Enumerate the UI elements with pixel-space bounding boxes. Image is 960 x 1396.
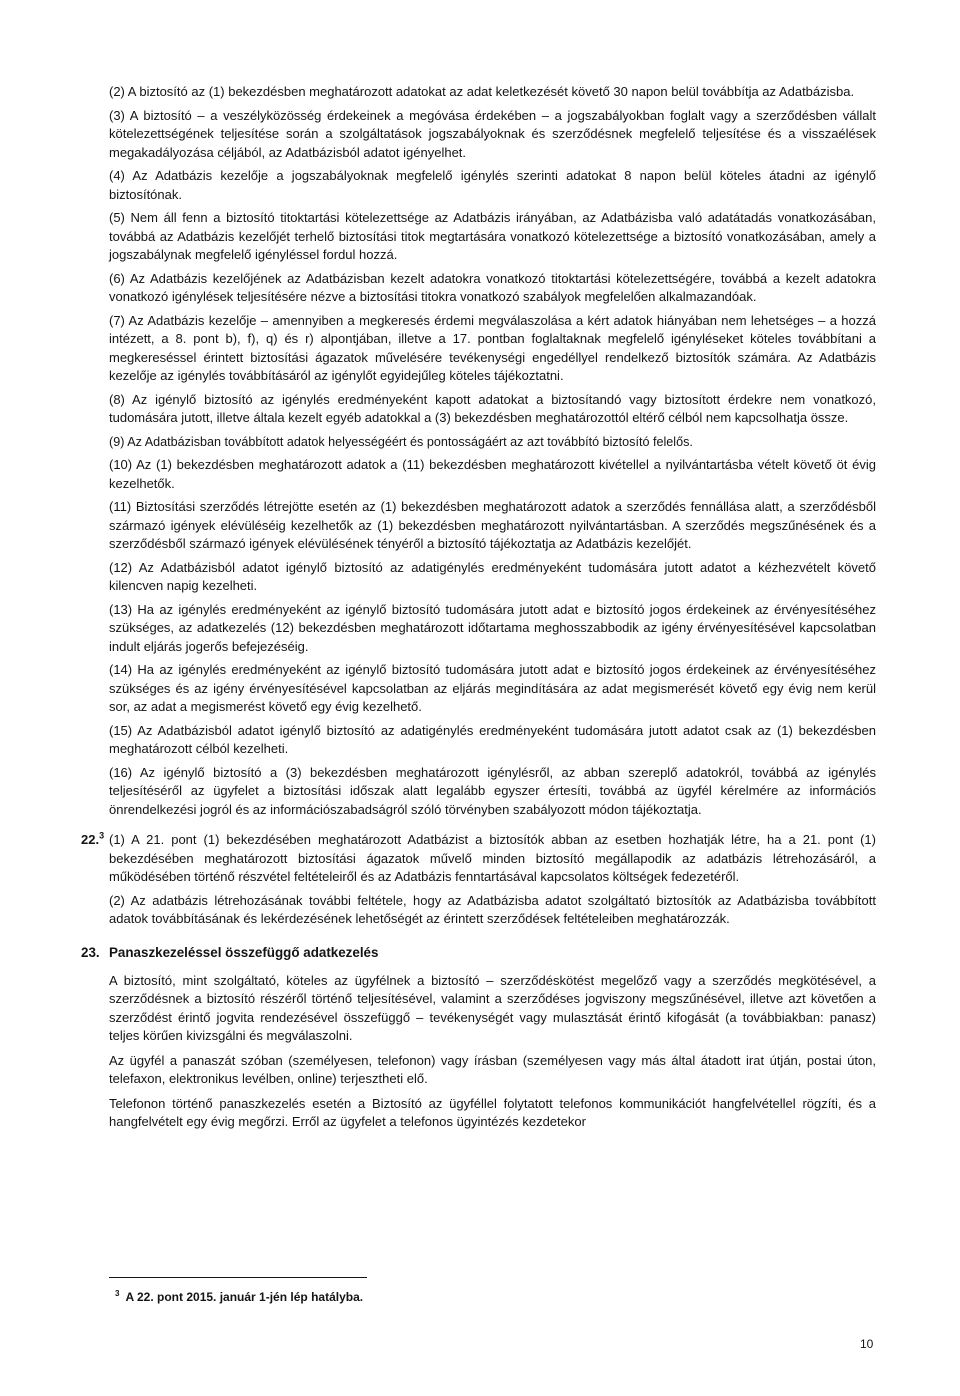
paragraph-2: (2) A biztosító az (1) bekezdésben meghatározott adatokat az adat keletkezését követő 30 napon belül továbbítja az Adatbázisba.	[109, 84, 855, 99]
section-23-heading	[81, 943, 876, 962]
section-22-paragraph-2: (2) Az adatbázis létrehozásának további feltétele, hogy az Adatbázisba adatot szolgáltató biztosítók az Adatbázisba továbbított adatok továbbításának és lekérdezésének lehetőségét az érintett szerződések feltételeiben meghatározzák.	[109, 892, 876, 926]
section-23-body	[109, 972, 876, 1132]
paragraph-9: (9) Az Adatbázisban továbbított adatok helyességéért és pontosságáért az azt továbbító biztosító felelős.	[109, 434, 693, 449]
paragraph-12: (12) Az Adatbázisból adatot igénylő biztosító az adatigénylés eredményeként tudomására jutott adatot a kézhezvételt követő kilencven napig kezelheti.	[109, 559, 876, 593]
section-23-paragraph-1: A biztosító, mint szolgáltató, köteles az ügyfélnek a biztosító – szerződéskötést megelőző vagy a szerződés megkötésével, a szerződésnek a biztosító részéről történő teljesítésével, valamint a szerződéses jogviszony megszűnésével, illetve azt követően a szerződést érintő jogvita rendezésével összefüggő – tevékenységét vagy mulasztását érintő kifogását (a továbbiakban: panasz) teljes körűen kivizsgálni és megválaszolni.	[109, 972, 876, 1043]
footnote-separator	[109, 1277, 367, 1278]
section-23-number: 23.	[81, 944, 100, 960]
section-23-title: Panaszkezeléssel összefüggő adatkezelés	[109, 944, 379, 960]
paragraph-3: (3) A biztosító – a veszélyközösség érdekeinek a megóvása érdekében – a jogszabályokban foglalt vagy a szerződésben vállalt kötelezettségének teljesítése során a szolgáltatások jogszabályoknak és szerződésnek megfelelő teljesítése és a visszaélések megakadályozása céljából, az Adatbázisból adatot igényelhet.	[109, 107, 876, 160]
section-23-paragraph-2: Az ügyfél a panaszát szóban (személyesen, telefonon) vagy írásban (személyesen vagy más által átadott irat útján, postai úton, telefaxon, elektronikus levélben, online) terjesztheti elő.	[109, 1052, 876, 1086]
paragraph-13: (13) Ha az igénylés eredményeként az igénylő biztosító tudomására jutott adat e biztosító jogos érdekeinek az érvényesítéséhez szükséges, az adatkezelés (12) bekezdésben meghatározott időtartama meghosszabbodik az igény érvényesítésével kapcsolatban indult eljárás jogerős befejezéséig.	[109, 601, 876, 654]
paragraph-16: (16) Az igénylő biztosító a (3) bekezdésben meghatározott igénylésről, az abban szereplő adatokról, továbbá az igénylés teljesítéséről az ügyfelet a biztosítási időszak alatt legalább egyszer értesíti, továbbá az ügyfél kérelmére az információs önrendelkezési jogról és az információszabadságról szóló törvényben szabályozott módon tájékoztatja.	[109, 764, 876, 817]
footnote-ref[interactable]: 3	[99, 830, 105, 841]
paragraph-8: (8) Az igénylő biztosító az igénylés eredményeként kapott adatokat a biztosítandó vagy biztosított érdekre nem vonatkozó, tudomására jutott, illetve általa kezelt egyéb adatokkal a (3) bekezdésben meghatározottól eltérő célból nem kapcsolhatja össze.	[109, 391, 876, 425]
paragraph-15: (15) Az Adatbázisból adatot igénylő biztosító az adatigénylés eredményeként tudomására jutott adatot csak az (1) bekezdésben meghatározott célból kezelheti.	[109, 722, 876, 756]
paragraph-7: (7) Az Adatbázis kezelője – amennyiben a megkeresés érdemi megválaszolása a kért adatok hiányában nem lehetséges – a hozzá intézett, a 8. pont b), f), q) és r) alpontjában, illetve a 17. pontban foglaltaknak megfelelő igényléseket köteles továbbítani a megkereséssel érintett biztosítási ágazatok művelésére tevékenységi engedéllyel rendelkező biztosítók számára. Az Adatbázis kezelője az igénylés továbbításáról az igénylőt egyidejűleg köteles tájékoztatni.	[109, 312, 876, 383]
paragraph-10: (10) Az (1) bekezdésben meghatározott adatok a (11) bekezdésben meghatározott kivétellel a nyilvántartásba vételt követő öt évig kezelhetők.	[109, 457, 876, 491]
footnote	[115, 1290, 363, 1304]
section-22-paragraph-1: (1) A 21. pont (1) bekezdésében meghatározott Adatbázist a biztosítók abban az esetben hozhatják létre, ha a 21. pont (1) bekezdésében meghatározott biztosítási ágazatok művelő minden biztosító megállapodik az adatbázis létrehozásáról, a működésében történő részvétel feltételeiről és az Adatbázis fenntartásával kapcsolatos költségek fedezetéről.	[109, 832, 876, 884]
document-page	[81, 83, 876, 1138]
footnote-text: A 22. pont 2015. január 1-jén lép hatályba.	[125, 1290, 364, 1304]
footnote-marker: 3	[115, 1289, 120, 1298]
paragraph-5: (5) Nem áll fenn a biztosító titoktartási kötelezettsége az Adatbázis irányában, az Adatbázisba való adatátadás vonatkozásában, továbbá az Adatbázis kezelőjét terhelő biztosítási titok megtartására vonatkozó kötelezettsége a biztosító vonatkozásában, amely a jogszabálynak megfelelő igényléssel fordul hozzá.	[109, 210, 876, 262]
section-22-number: 22.$^3$	[81, 830, 105, 847]
page-number: 10	[860, 1337, 874, 1351]
paragraph-6: (6) Az Adatbázis kezelőjének az Adatbázisban kezelt adatokra vonatkozó titoktartási kötelezettségére, továbbá a kezelt adatokra vonatkozó igénylések teljesítésére nézve a biztosítási titokra vonatkozó szabályok megfelelően alkalmazandóak.	[109, 270, 876, 304]
paragraph-11: (11) Biztosítási szerződés létrejötte esetén az (1) bekezdésben meghatározott adatok a szerződés fennállása alatt, a szerződésből származó igények elévüléséig kezelhetők az (1) bekezdésben meghatározott nyilvántartásban. A szerződés megszűnésének és a szerződésből származó igények elévülésének tényéről a biztosító tájékoztatja az Adatbázis kezelőjét.	[109, 499, 876, 551]
section-23-paragraph-3: Telefonon történő panaszkezelés esetén a Biztosító az ügyféllel folytatott telefonos kommunikációt hangfelvétellel rögzíti, és a hangfelvételt egy évig megőrzi. Erről az ügyfelet a telefonos ügyintézés kezdetekor	[109, 1095, 876, 1129]
paragraph-14: (14) Ha az igénylés eredményeként az igénylő biztosító tudomására jutott adat e biztosító jogos érdekeinek az érvényesítéséhez szükséges és az igény érvényesítésével kapcsolatban az eljárás megindítására az adat megismerését követő egy évig nem kerül sor, az adat a megismerést követő egy évig kezelhető.	[109, 662, 876, 714]
paragraph-4: (4) Az Adatbázis kezelője a jogszabályoknak megfelelő igénylés szerinti adatokat 8 napon belül köteles átadni az igénylő biztosítónak.	[109, 168, 876, 202]
section-22	[81, 831, 876, 934]
